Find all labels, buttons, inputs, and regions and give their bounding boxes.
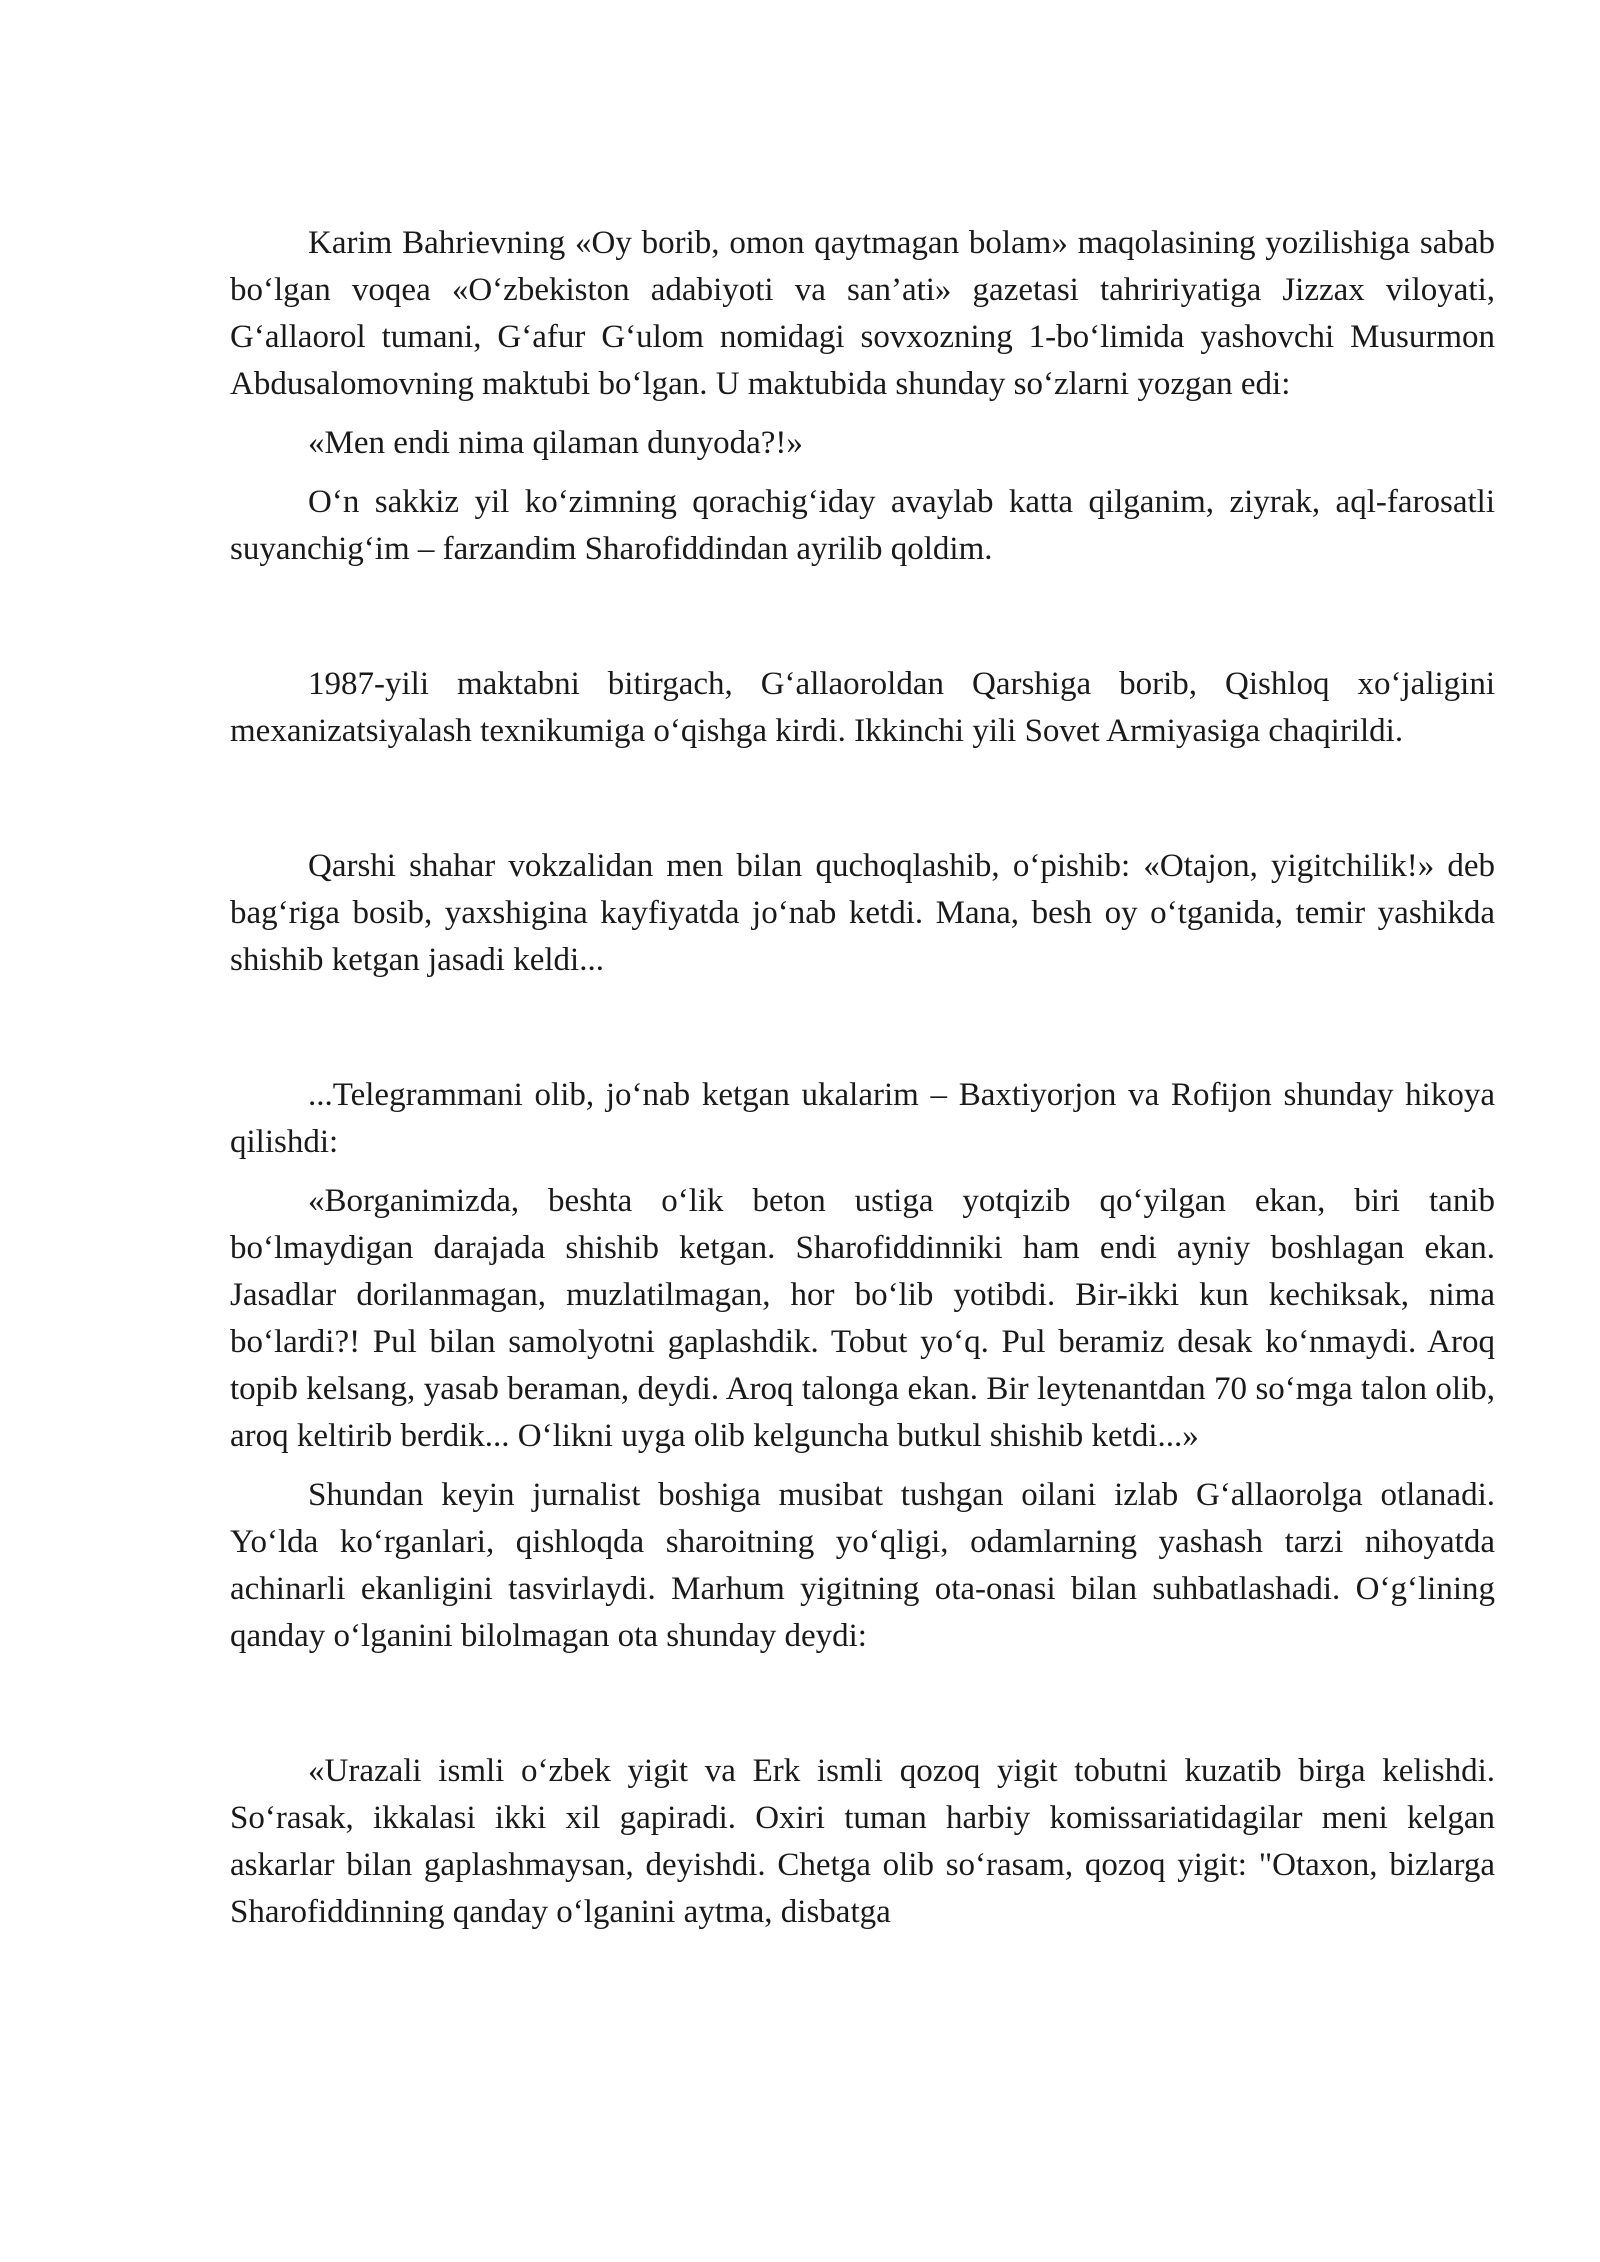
document-page	[230, 220, 1495, 1936]
paragraph: O‘n sakkiz yil ko‘zimning qorachig‘iday avaylab katta qilganim, ziyrak, aql-farosatli suyanchig‘im – farzandim Sharofiddindan ayrilib qoldim.	[230, 484, 1495, 567]
paragraph: «Men endi nima qilaman dunyoda?!»	[308, 425, 803, 461]
paragraph: Qarshi shahar vokzalidan men bilan quchoqlashib, o‘pishib: «Otajon, yigitchilik!» deb bag‘riga bosib, yaxshigina kayfiyatda jo‘nab ketdi. Mana, besh oy o‘tganida, temir yashikda shishib ketgan jasadi keldi...	[230, 848, 1495, 978]
paragraph: Shundan keyin jurnalist boshiga musibat tushgan oilani izlab G‘allaorolga otlanadi. Yo‘lda ko‘rganlari, qishloqda sharoitning yo‘qligi, odamlarning yashash tarzi nihoyatda achinarli ekanligini tasvirlaydi. Marhum yigitning ota-onasi bilan suhbatlashadi. O‘g‘lining qanday o‘lganini bilolmagan ota shunday deydi:	[230, 1477, 1495, 1654]
paragraph: «Borganimizda, beshta o‘lik beton ustiga yotqizib qo‘yilgan ekan, biri tanib bo‘lmaydigan darajada shishib ketgan. Sharofiddinniki ham endi ayniy boshlagan ekan. Jasadlar dorilanmagan, muzlatilmagan, hor bo‘lib yotibdi. Bir-ikki kun kechiksak, nima bo‘lardi?! Pul bilan samolyotni gaplashdik. Tobut yo‘q. Pul beramiz desak ko‘nmaydi. Aroq topib kelsang, yasab beraman, deydi. Aroq talonga ekan. Bir leytenantdan 70 so‘mga talon olib, aroq keltirib berdik... O‘likni uyga olib kelguncha butkul shishib ketdi...»	[230, 1183, 1495, 1454]
paragraph: Karim Bahrievning «Oy borib, omon qaytmagan bolam» maqolasining yozilishiga sabab bo‘lgan voqea «O‘zbekiston adabiyoti va san’ati» gazetasi tahririyatiga Jizzax viloyati, G‘allaorol tumani, G‘afur G‘ulom nomidagi sovxozning 1-bo‘limida yashovchi Musurmon Abdusalomovning maktubi bo‘lgan. U maktubida shunday so‘zlarni yozgan edi:	[230, 225, 1495, 402]
paragraph: ...Telegrammani olib, jo‘nab ketgan ukalarim – Baxtiyorjon va Rofijon shunday hikoya qilishdi:	[230, 1077, 1495, 1160]
paragraph: 1987-yili maktabni bitirgach, G‘allaoroldan Qarshiga borib, Qishloq xo‘jaligini mexanizatsiyalash texnikumiga o‘qishga kirdi. Ikkinchi yili Sovet Armiyasiga chaqirildi.	[230, 666, 1495, 749]
paragraph: «Urazali ismli o‘zbek yigit va Erk ismli qozoq yigit tobutni kuzatib birga kelishdi. So‘rasak, ikkalasi ikki xil gapiradi. Oxiri tuman harbiy komissariatidagilar meni kelgan askarlar bilan gaplashmaysan, deyishdi. Chetga olib so‘rasam, qozoq yigit: "Otaxon, bizlarga Sharofiddinning qanday o‘lganini aytma, disbatga	[230, 1753, 1495, 1930]
